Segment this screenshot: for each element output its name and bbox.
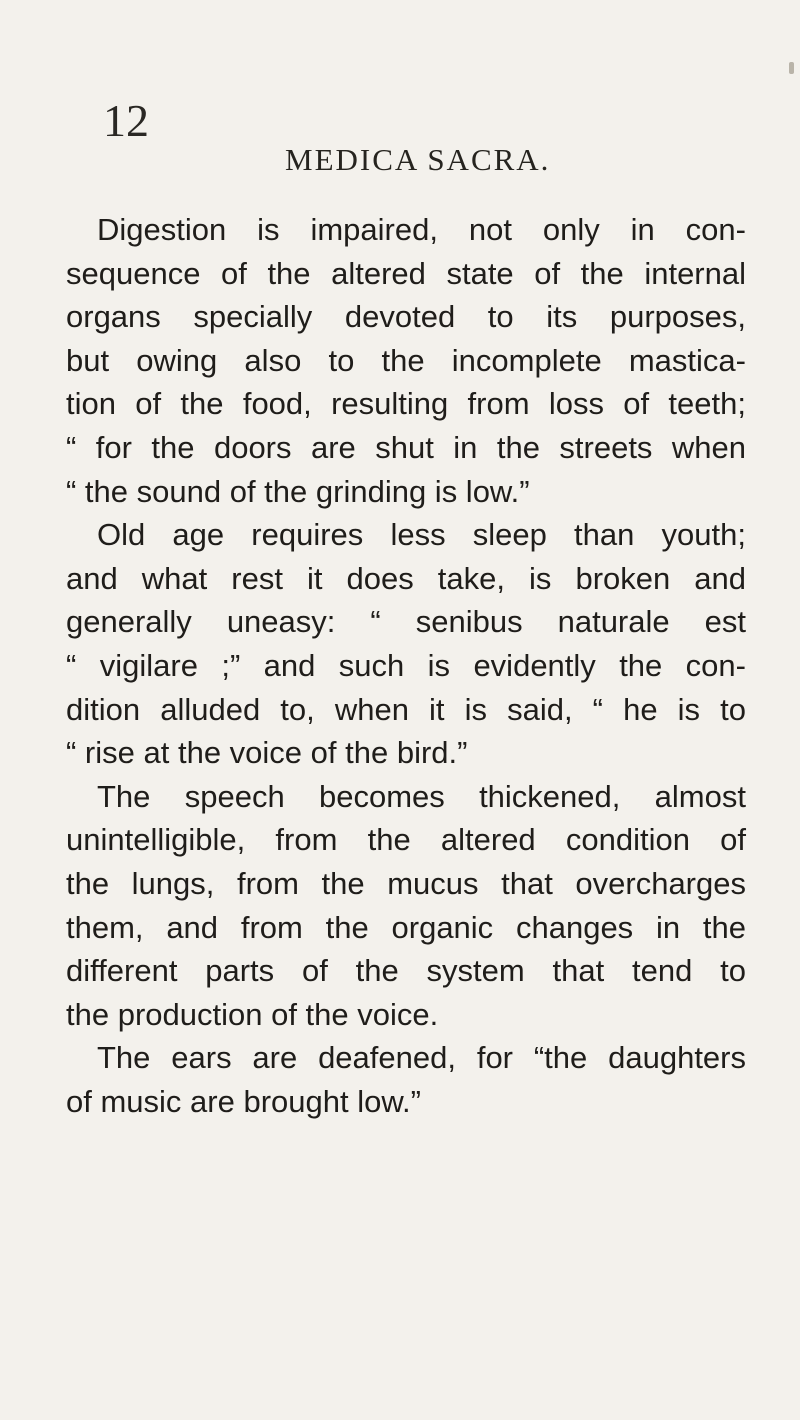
margin-mark <box>789 62 794 74</box>
text-line: them, and from the organic changes in the <box>66 909 746 945</box>
text-line: Old age requires less sleep than youth; <box>97 517 746 553</box>
paragraph <box>66 513 746 775</box>
body-text <box>66 208 746 1123</box>
text-line: organs specially devoted to its purposes, <box>66 299 746 335</box>
text-line: “ vigilare ;” and such is evidently the con- <box>66 647 746 683</box>
running-title: MEDICA SACRA. <box>285 142 551 177</box>
text-line: The speech becomes thickened, almost <box>97 778 746 814</box>
text-line: “ rise at the voice of the bird.” <box>66 735 468 771</box>
text-line: but owing also to the incomplete mastica- <box>66 342 746 378</box>
text-line: tion of the food, resulting from loss of teeth; <box>66 386 746 422</box>
paragraph <box>66 1036 746 1123</box>
text-line: unintelligible, from the altered condition of <box>66 822 746 858</box>
page-number: 12 <box>103 95 149 146</box>
text-line: and what rest it does take, is broken and <box>66 560 746 596</box>
text-line: dition alluded to, when it is said, “ he is to <box>66 691 746 727</box>
text-line: the production of the voice. <box>66 996 439 1032</box>
text-line: The ears are deafened, for “the daughters <box>97 1040 746 1076</box>
text-line: the lungs, from the mucus that overcharges <box>66 865 746 901</box>
text-line: sequence of the altered state of the internal <box>66 255 746 291</box>
text-line: of music are brought low.” <box>66 1083 421 1119</box>
text-line: generally uneasy: “ senibus naturale est <box>66 604 746 640</box>
text-line: “ the sound of the grinding is low.” <box>66 473 530 509</box>
text-line: “ for the doors are shut in the streets when <box>66 429 746 465</box>
text-line: different parts of the system that tend to <box>66 953 746 989</box>
text-line: Digestion is impaired, not only in con- <box>97 212 746 247</box>
paragraph <box>66 775 746 1037</box>
paragraph <box>66 208 746 513</box>
